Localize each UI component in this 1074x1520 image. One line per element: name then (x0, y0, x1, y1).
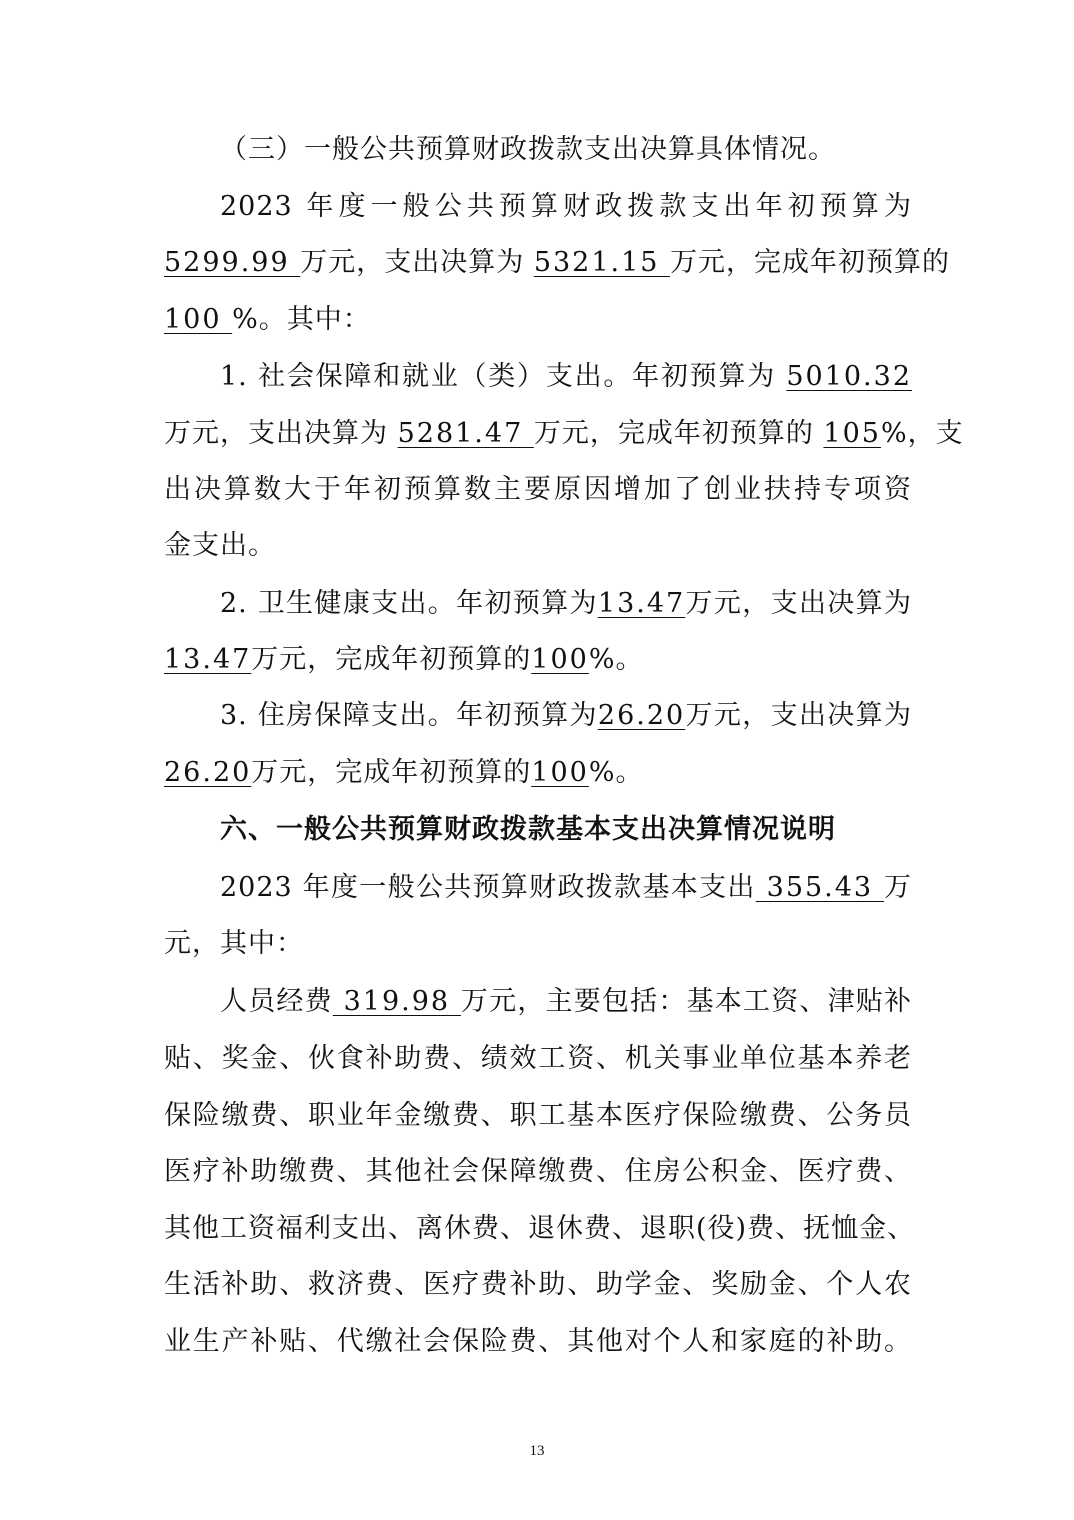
paragraph-text: 2023 年度一般公共预算财政拨款基本支出 (220, 872, 756, 903)
list-item-line (220, 359, 912, 395)
completion-rate: 100 (531, 757, 589, 788)
paragraph-line (164, 1041, 912, 1077)
personnel-expense-amount: 319.98 (332, 986, 461, 1017)
list-item-line (220, 586, 912, 622)
list-item-line (164, 755, 912, 791)
paragraph-text: 贴、奖金、伙食补助费、绩效工资、机关事业单位基本养老 (164, 1043, 912, 1074)
list-item-line (164, 472, 912, 508)
section-6-title-text: 六、一般公共预算财政拨款基本支出决算情况说明 (220, 814, 836, 845)
paragraph-text: 其他工资福利支出、离休费、退休费、退职(役)费、抚恤金、 (164, 1213, 916, 1244)
paragraph-text: 3. 住房保障支出。年初预算为 (220, 700, 598, 731)
paragraph-line (164, 1324, 912, 1360)
paragraph-text: %，支 (880, 418, 964, 449)
page-number: 13 (529, 1443, 545, 1459)
paragraph-text: 金支出。 (164, 530, 276, 561)
section-6-title (220, 812, 912, 848)
basic-expenditure-amount: 355.43 (755, 872, 885, 903)
paragraph-text: 万元，支出决算为 (685, 700, 913, 731)
paragraph-line (220, 870, 912, 906)
paragraph-text: 2023 年度一般公共预算财政拨款支出年初预算为 (220, 191, 912, 222)
list-item-line (164, 642, 912, 678)
paragraph-text: 元，其中： (164, 928, 304, 959)
paragraph-text: 万元，支出决算为 (164, 418, 398, 449)
completion-rate: 100 (164, 304, 233, 335)
paragraph-text: %。其中： (232, 304, 371, 335)
paragraph-text: 医疗补助缴费、其他社会保障缴费、住房公积金、医疗费、 (164, 1156, 912, 1187)
section-3-title-text: （三）一般公共预算财政拨款支出决算具体情况。 (220, 134, 836, 165)
budget-amount: 5299.99 (164, 247, 301, 278)
final-amount: 26.20 (164, 757, 252, 788)
paragraph-line (220, 984, 912, 1020)
paragraph-line (164, 1267, 912, 1303)
final-amount: 13.47 (164, 644, 252, 675)
paragraph-text: 万元，支出决算为 (300, 247, 534, 278)
paragraph-text: 生活补助、救济费、医疗费补助、助学金、奖励金、个人农 (164, 1269, 912, 1300)
final-amount: 5281.47 (397, 418, 534, 449)
paragraph-line (164, 245, 951, 281)
paragraph-text: 万元，主要包括：基本工资、津贴补 (460, 986, 913, 1017)
paragraph-text: 保险缴费、职业年金缴费、职工基本医疗保险缴费、公务员 (164, 1100, 912, 1131)
paragraph-line (164, 302, 912, 338)
paragraph-line (164, 926, 912, 962)
paragraph-text: 万元，完成年初预算的 (251, 644, 532, 675)
paragraph-line (220, 189, 912, 225)
paragraph-text: 2. 卫生健康支出。年初预算为 (220, 588, 598, 619)
final-amount: 5321.15 (533, 247, 671, 278)
completion-rate: 100 (531, 644, 589, 675)
list-item-line (220, 698, 912, 734)
budget-amount: 5010.32 (786, 361, 912, 392)
paragraph-line (164, 1211, 916, 1247)
list-item-line (164, 528, 912, 564)
paragraph-text: 万元，完成年初预算的 (251, 757, 532, 788)
budget-amount: 13.47 (597, 588, 686, 619)
paragraph-text: 人员经费 (220, 986, 333, 1017)
paragraph-text: 1. 社会保障和就业（类）支出。年初预算为 (220, 361, 787, 392)
paragraph-text: 万 (884, 872, 913, 903)
paragraph-line (164, 1154, 912, 1190)
paragraph-text: 万元，完成年初预算的 (533, 418, 824, 449)
list-item-line (164, 416, 964, 452)
section-3-title (220, 132, 840, 168)
completion-rate: 105 (823, 418, 881, 449)
paragraph-text: %。 (588, 644, 644, 675)
paragraph-text: 万元，完成年初预算的 (670, 247, 951, 278)
paragraph-text: 出决算数大于年初预算数主要原因增加了创业扶持专项资 (164, 474, 912, 505)
paragraph-text: 万元，支出决算为 (685, 588, 913, 619)
paragraph-text: %。 (588, 757, 644, 788)
paragraph-text: 业生产补贴、代缴社会保险费、其他对个人和家庭的补助。 (164, 1326, 912, 1357)
budget-amount: 26.20 (597, 700, 686, 731)
paragraph-line (164, 1098, 912, 1134)
